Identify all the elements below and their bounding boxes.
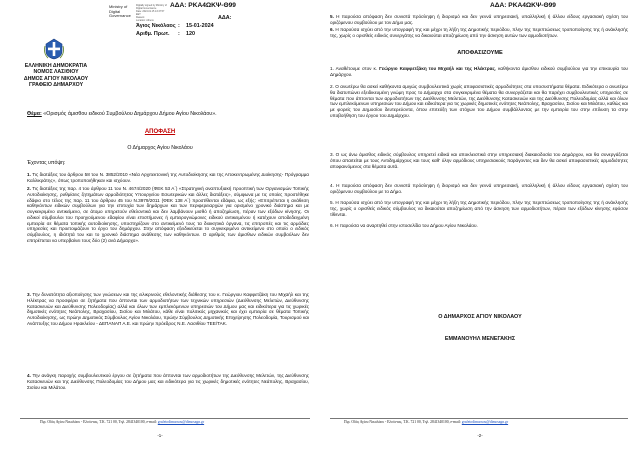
clause-3: 3. Την δυνατότητα αξιοποίησης των γνώσεων και της ειλικρινούς εθελοντικής διάθεσης του κ. Γεώργιου Καφφετζάκη του Μιχαήλ και της Ηλέκτρας να προσφέρει σε ζητήματα που άπτονται των αρμοδιοτήτων των τεχνικών υπηρεσιών (Διεύθυνσης Μελετών, Διεύθυνσης Κατασκευών και Διεύθυνσης Πολεοδομίας) αλλά και όλων των εμπλεκόμενων υπηρεσιών του Δήμου μας και ειδικότερα για τις χωρικές δημοτικές ενότητες Νεάπολης, Βραχασίου, Σισίου και Μιλάτου, κάθε είναι πολιτικός μηχανικός και έχει εμπειρία σε θέματα Τοπικής Αυτοδιοίκησης, ως πρώην Δημοτικός Σύμβουλος Αγίου Νικολάου, πρώην Σύμβουλος Δημοτικής Επιχείρησης Πολεοδομία, Τουρισμού και Ανάπτυξης του Δήμου Ηρακλείου - ΔΕΠΑΝΑΠ Α.Ε. και πρώην πρόεδρος Ν.Ε. Λασιθίου ΤΕΕ/ΤΑΚ.	[27, 292, 309, 326]
footer-contact: Πιρ. Οδός Αγίου Νικολάου - Ελούντας, Τ.Κ. 721 00, Τηλ. 2841340100, e-mail: grafeiodimarxou@dimosagn.gr	[344, 420, 509, 424]
protocol-number: 120	[186, 31, 195, 37]
issuer-line: Ο Δήμαρχος Αγίου Νικολάου	[127, 145, 193, 151]
decision-4: 4. Η παρούσα απόφαση δεν συνιστά πρόσληψη ή διορισμό και δεν γεννά υπηρεσιακή, υπαλληλική ή άλλου είδους εργασιακή σχέση του οριζόμενου συμβούλου με το Δήμο.	[330, 183, 628, 194]
signatory-name: ΕΜΜΑΝΟΥΗΛ ΜΕΝΕΓΑΚΗΣ	[444, 336, 516, 342]
digital-signature-details: Digitally signed by Ministry of Digital Governance Date: 2024.01.15 13:47:57 EET Reason: Location: Athens	[136, 4, 167, 22]
footer-email-link[interactable]: grafeiodimarxou@dimosagn.gr	[157, 420, 205, 424]
clause-5: 5. Η παρούσα απόφαση δεν συνιστά πρόσληψη ή διορισμό και δεν γεννά υπηρεσιακή, υπαλληλική ή άλλου είδους εργασιακή σχέση του οριζόμενου συμβούλου με τον Δήμο μας.	[330, 14, 628, 25]
issue-town: Άγιος Νικόλαος	[136, 23, 176, 29]
clause-4: 4. Την ανάγκη παροχής συμβουλευτικού έργου σε ζητήματα που άπτονται των αρμοδιοτήτων της Διεύθυνσης Μελετών, της Διεύθυνσης Κατασκευών και της Διεύθυνσης Πολεοδομίας του Δήμου μας και ειδικότερα για τις χωρικές δημοτικές ενότητες Νεάπολης, Βραχασίου, Σισίου και Μιλάτου.	[27, 373, 309, 390]
decision-3: 3. Ο ως άνω άμισθος ειδικός σύμβουλος υπηρετεί ειδικά και αποκλειστικά στην υπηρεσιακή διακαιοδοσία του Δημάρχου, και θα συνεργάζεται όπου απαιτείται με τους Αντιδημάρχους και τους καθ' ύλην αρμόδιους υπηρεσιακούς παράγοντες και δεν θα ασκεί αποφασιστικές αρμοδιότητες αποφαινόμενος στα θέματα αυτά.	[330, 152, 628, 169]
greek-emblem-icon	[44, 38, 64, 60]
page-number: -2-	[477, 433, 483, 438]
ada-label: ΑΔΑ:	[218, 15, 232, 21]
decision-2: 2. Ο ανωτέρω θα ασκεί καθήκοντα αμιγώς συμβουλευτικά χωρίς αποφασιστικές αρμοδιότητες στα υποσυστήματα θέματα. Ειδικότερα ο ανωτέρω θα διατυπώνει εξειδικευμένη γνώμη προς το Δήμαρχο στα συγκεκριμένα θέματα θα συνεργάζεται και θα παρέχει συμβουλευτικές υπηρεσίες σε θέματα που άπτονται των αρμοδιοτήτων της Διεύθυνσης Μελετών, της Διεύθυνσης Κατασκευών και της Διεύθυνσης Πολεοδομίας αλλά και όλων των εμπλεκόμενων υπηρεσιών του Δήμου και ειδικότερα για τις χωρικές δημοτικές ενότητες Νεάπολης, Βραχασίου, Σισίου και Μιλάτου, καθώς και με φορείς του Δημοσίου δευτερεύοντα, όπου επιτεύξη των στόχων του Δήμου συμβάλλοντας με την εμπειρία του στην επίλυση τα στην υποβοήθηση του έργου του Δημάρχου.	[330, 84, 628, 118]
digital-signature-issuer: Ministry of Digital Governance	[109, 4, 131, 19]
decide-heading: ΑΠΟΦΑΣΙΖΟΥΜΕ	[457, 50, 503, 56]
footer-email-link[interactable]: grafeiodimarxou@dimosagn.gr	[461, 420, 509, 424]
clause-1: 1. Τις διατάξεις του άρθρου 58 του Ν. 3852/2010 «Νέα Αρχιτεκτονική της Αυτοδιοίκησης και της Αποκεντρωμένης Διοίκησης- Πρόγραμμα Καλλικράτης», όπως τροποποιήθηκαν και ισχύουν.	[27, 172, 309, 183]
clause-2: 2. Τις διατάξεις της παρ. 4 του άρθρου 11 του Ν. 4674/2020 (ΦΕΚ 53 Α΄) «Στρατηγική αναπτυξιακή προοπτική των Οργανισμών Τοπικής Αυτοδιοίκησης, ρυθμίσεις ζητημάτων αρμοδιότητας Υπουργείου Εσωτερικών και άλλες διατάξεις», σύμφωνα με τις οποίες προστέθηκε εδάφιο στο τέλος της παρ. 11 του άρθρου 45 του Ν.3979/2011 (ΦΕΚ 138 Α΄) προστίθενται εδάφια, ως εξής: «Επιτρέπεται η ανάθεση καθηκόντων ειδικών συμβούλων για την επιτυχία των δημάρχων και των περιφερειαρχών για ορισμένο χρονικό διάστημα και με συγκεκριμένο αντικείμενο, σε άτομο υπηρετούν εθελοντικά και δεν λαμβάνουν μισθό ή αποζημίωση, πέραν των εξόδων κίνησης. Οι ειδικοί σύμβουλοι του προηγούμενου εδαφίου είναι επιστήμονες ή εμπειρογνώμονες ειδικού αντικειμένου ή κατέχουν αποδεδειγμένη εμπειρία σε θέματα τοπικής αυτοδιοίκησης, υποστηρίζουν στο αντικείμενό τους τα διοικητικά όργανα, τις επιτροπές και τις αρμόδιες υπηρεσίες και προετοιμάζουν το έργο του δημάρχου. Στην απόφαση εξειδικεύεται το συγκεκριμένο αντικείμενο στο οποίο ο ειδικός σύμβουλος, η ιδιότητά του και το χρονικό διάστημα ανάθεσης των καθηκόντων. Ο αριθμός των άμισθων ειδικών συμβούλων δεν επιτρέπεται να υπερβαίνει τους δύο (2) ανά Δήμαρχο».	[27, 186, 309, 243]
subject-line: Θέμα: «Ορισμός άμισθου ειδικού Συμβούλου Δημάρχου Δήμου Αγίου Νικολάου».	[27, 111, 217, 117]
issuing-authority: ΕΛΛΗΝΙΚΗ ΔΗΜΟΚΡΑΤΙΑ ΝΟΜΟΣ ΛΑΣΙΘΙΟΥ ΔΗΜΟΣ ΑΓΙΟΥ ΝΙΚΟΛΑΟΥ ΓΡΑΦΕΙΟ ΔΗΜΑΡΧΟΥ	[23, 63, 89, 89]
document-page-1: ΑΔΑ: ΡΚΑ4ΩΚΨ-Θ99 Ministry of Digital Governance Digitally signed by Ministry of Digital Governance Date: 2024.01.15 13:47:57 EET Reason: Location: Athens ΑΔΑ: Άγιος Νικόλαος : 15-01-2024 Αριθμ. Πρωτ. : 120 ΕΛΛΗΝΙΚΗ ΔΗΜΟΚΡΑΤΙΑ ΝΟΜΟΣ ΛΑΣΙΘΙΟΥ ΔΗΜΟΣ ΑΓΙΟΥ ΝΙΚΟΛΑΟΥ ΓΡΑΦΕΙΟ ΔΗΜΑΡΧΟΥ Θέμα: «Ορισμός άμισθου ειδικού Συμβούλου Δημάρχου Δήμου Αγίου Νικολάου». ΑΠΟΦΑΣΗ Ο Δήμαρχος Αγίου Νικολάου Έχοντας υπόψη: 1. Τις διατάξεις του άρθρου 58 του Ν. 3852/2010 «Νέα Αρχιτεκτονική της Αυτοδιοίκησης και της Αποκεντρωμένης Διοίκησης- Πρόγραμμα Καλλικράτης», όπως τροποποιήθηκαν και ισχύουν. 2. Τις διατάξεις της παρ. 4 του άρθρου 11 του Ν. 4674/2020 (ΦΕΚ 53 Α΄) «Στρατηγική αναπτυξιακή προοπτική των Οργανισμών Τοπικής Αυτοδιοίκησης, ρυθμίσεις ζητημάτων αρμοδιότητας Υπουργείου Εσωτερικών και άλλες διατάξεις», σύμφωνα με τις οποίες προστέθηκε εδάφιο στο τέλος της παρ. 11 του άρθρου 45 του Ν.3979/2011 (ΦΕΚ 138 Α΄) προστίθενται εδάφια, ως εξής: «Επιτρέπεται η ανάθεση καθηκόντων ειδικών συμβούλων για την επιτυχία των δημάρχων και των περιφερειαρχών για ορισμένο χρονικό διάστημα και με συγκεκριμένο αντικείμενο, σε άτομο υπηρετούν εθελοντικά και δεν λαμβάνουν μισθό ή αποζημίωση, πέραν των εξόδων κίνησης. Οι ειδικοί σύμβουλοι του προηγούμενου εδαφίου είναι επιστήμονες ή εμπειρογνώμονες ειδικού αντικειμένου ή κατέχουν αποδεδειγμένη εμπειρία σε θέματα τοπικής αυτοδιοίκησης, υποστηρίζουν στο αντικείμενό τους τα διοικητικά όργανα, τις επιτροπές και τις αρμόδιες υπηρεσίες και προετοιμάζουν το έργο του δημάρχου. Στην απόφαση εξειδικεύεται το συγκεκριμένο αντικείμενο στο οποίο ο ειδικός σύμβουλος, η ιδιότητά του και το χρονικό διάστημα ανάθεσης των καθηκόντων. Ο αριθμός των άμισθων ειδικών συμβούλων δεν επιτρέπεται να υπερβαίνει τους δύο (2) ανά Δήμαρχο». 3. Την δυνατότητα αξιοποίησης των γνώσεων και της ειλικρινούς εθελοντικής διάθεσης του κ. Γεώργιου Καφφετζάκη του Μιχαήλ και της Ηλέκτρας να προσφέρει σε ζητήματα που άπτονται των αρμοδιοτήτων των τεχνικών υπηρεσιών (Διεύθυνσης Μελετών, Διεύθυνσης Κατασκευών και Διεύθυνσης Πολεοδομίας) αλλά και όλων των εμπλεκόμενων υπηρεσιών του Δήμου μας και ειδικότερα για τις χωρικές δημοτικές ενότητες Νεάπολης, Βραχασίου, Σισίου και Μιλάτου, κάθε είναι πολιτικός μηχανικός και έχει εμπειρία σε θέματα Τοπικής Αυτοδιοίκησης, ως πρώην Δημοτικός Σύμβουλος Αγίου Νικολάου, πρώην Σύμβουλος Δημοτικής Επιχείρησης Πολεοδομία, Τουρισμού και Ανάπτυξης του Δήμου Ηρακλείου - ΔΕΠΑΝΑΠ Α.Ε. και πρώην πρόεδρος Ν.Ε. Λασιθίου ΤΕΕ/ΤΑΚ. 4. Την ανάγκη παροχής συμβουλευτικού έργου σε ζητήματα που άπτονται των αρμοδιοτήτων της Διεύθυνσης Μελετών, της Διεύθυνσης Κατασκευών και της Διεύθυνσης Πολεοδομίας του Δήμου μας και ειδικότερα για τις χωρικές δημοτικές ενότητες Νεάπολης, Βραχασίου, Σισίου και Μιλάτου. Πιρ. Οδός Αγίου Νικολάου - Ελούντας, Τ.Κ. 721 00, Τηλ. 2841340100, e-mail: grafeiodimarxou@dimosagn.gr -1-	[0, 0, 320, 451]
page-number: -1-	[157, 433, 163, 438]
ada-code: ΑΔΑ: ΡΚΑ4ΩΚΨ-Θ99	[170, 2, 236, 9]
footer-divider	[20, 418, 310, 419]
protocol-label: Αριθμ. Πρωτ.	[136, 31, 170, 37]
considering-label: Έχοντας υπόψη:	[27, 160, 66, 166]
decision-heading: ΑΠΟΦΑΣΗ	[144, 129, 176, 135]
decision-6: 6. Η παρούσα να αναρτηθεί στην ιστοσελίδα του Δήμου Αγίου Νικολάου.	[330, 223, 478, 228]
ada-code: ΑΔΑ: ΡΚΑ4ΩΚΨ-Θ99	[490, 2, 556, 9]
footer-contact: Πιρ. Οδός Αγίου Νικολάου - Ελούντας, Τ.Κ. 721 00, Τηλ. 2841340100, e-mail: grafeiodimarxou@dimosagn.gr	[40, 420, 205, 424]
signatory-role: Ο ΔΗΜΑΡΧΟΣ ΑΓΙΟΥ ΝΙΚΟΛΑΟΥ	[438, 314, 522, 320]
document-page-2	[320, 0, 640, 451]
footer-divider	[330, 418, 628, 419]
decision-1: 1. Αναθέτουμε στον κ. Γεώργιο Καφφετζάκη του Μιχαήλ και της Ηλέκτρας, καθήκοντα άμισθου ειδικού συμβούλου για την επικουρία του Δημάρχου.	[330, 66, 628, 77]
decision-5: 5. Η παρούσα ισχύει από την υπογραφή της και μέχρι τη λήξη της Δημοτικής περιόδου, πλην της περιπτώσεως τροποποίησης της ή ανάκλησής της, χωρίς ο ορισθείς ειδικός σύμβουλος να δικαιούται αποζημίωση από την άσκηση των αρμοδιοτήτων, πέραν των εξόδων κίνησης εφόσον τίθενται.	[330, 200, 628, 217]
issue-date: 15-01-2024	[186, 23, 214, 29]
clause-6: 6. Η παρούσα ισχύει από την υπογραφή της και μέχρι τη λήξη της Δημοτικής περιόδου, πλην της περιπτώσεως τροποποίησης της ή ανάκλησής της, χωρίς ο ορισθείς ειδικός συνεργάτης να δικαιούται αποζημίωση από την άσκηση αυτών των αρμοδιοτήτων.	[330, 27, 628, 38]
